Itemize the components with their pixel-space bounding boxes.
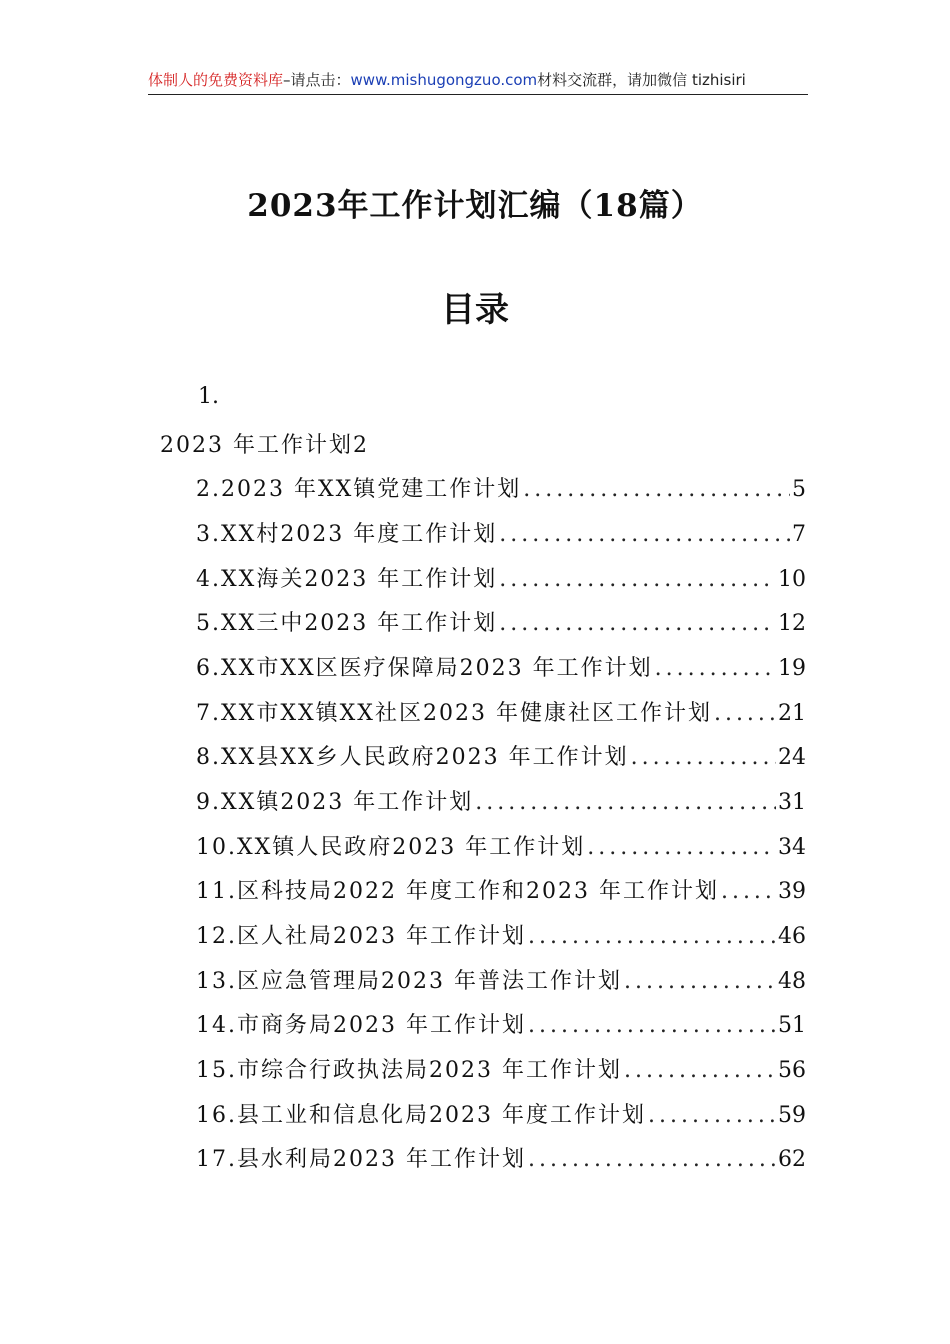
- toc-leader: [585, 835, 776, 860]
- toc-leader: [526, 1147, 776, 1172]
- toc-entry-page: 21: [778, 701, 806, 726]
- toc-entry[interactable]: [196, 651, 806, 683]
- toc-entry-page: 5: [792, 477, 806, 502]
- toc-entry-label: 4.XX海关2023 年工作计划: [196, 567, 498, 592]
- header-brand: 体制人的免费资料库: [148, 71, 284, 89]
- toc-heading: 目录: [441, 290, 509, 330]
- toc-entry-label: 12.区人社局2023 年工作计划: [196, 924, 526, 949]
- toc-leader: [473, 790, 776, 815]
- toc-leader: [646, 1103, 776, 1128]
- toc-entry-label: 2.2023 年XX镇党建工作计划: [196, 477, 522, 502]
- toc-entry-page: 46: [778, 924, 806, 949]
- toc-entry-page: 10: [778, 567, 806, 592]
- header-link[interactable]: www.mishugongzuo.com: [350, 71, 538, 89]
- toc-entry[interactable]: [196, 1142, 806, 1174]
- toc-entry-page: 34: [778, 835, 806, 860]
- toc-leader: [622, 1058, 776, 1083]
- toc-leader: [497, 522, 790, 547]
- toc-entry[interactable]: [196, 919, 806, 951]
- toc-entry-page: 31: [778, 790, 806, 815]
- toc-entry-label: 15.市综合行政执法局2023 年工作计划: [196, 1058, 622, 1083]
- toc-entry[interactable]: [196, 1098, 806, 1130]
- toc-entry-page: 62: [778, 1147, 806, 1172]
- toc-entry[interactable]: [196, 696, 806, 728]
- toc-entry[interactable]: [196, 964, 806, 996]
- toc-leader: [622, 969, 776, 994]
- toc-entry-1-text[interactable]: 2023 年工作计划2: [160, 433, 369, 458]
- toc-entry-page: 19: [778, 656, 806, 681]
- toc-leader: [526, 1013, 776, 1038]
- toc-entry-label: 14.市商务局2023 年工作计划: [196, 1013, 526, 1038]
- toc-leader: [526, 924, 776, 949]
- toc-entry-page: 12: [778, 611, 806, 636]
- toc-leader: [521, 477, 790, 502]
- toc-entry[interactable]: [196, 517, 806, 549]
- toc-entry[interactable]: [196, 830, 806, 862]
- toc-entry-label: 7.XX市XX镇XX社区2023 年健康社区工作计划: [196, 701, 712, 726]
- toc-entry-label: 5.XX三中2023 年工作计划: [196, 611, 498, 636]
- page-header: [148, 66, 808, 95]
- toc-entry-label: 9.XX镇2023 年工作计划: [196, 790, 474, 815]
- toc-leader: [712, 701, 776, 726]
- toc-leader: [653, 656, 776, 681]
- toc-entry-page: 39: [778, 879, 806, 904]
- toc-entry[interactable]: [196, 1053, 806, 1085]
- toc-entry-label: 13.区应急管理局2023 年普法工作计划: [196, 969, 622, 994]
- toc-entry[interactable]: [196, 562, 806, 594]
- toc-entry[interactable]: [196, 1008, 806, 1040]
- toc-entry-label: 17.县水利局2023 年工作计划: [196, 1147, 526, 1172]
- toc-entry-label: 11.区科技局2022 年度工作和2023 年工作计划: [196, 879, 719, 904]
- toc-entry-page: 51: [778, 1013, 806, 1038]
- toc-entry-label: 3.XX村2023 年度工作计划: [196, 522, 498, 547]
- toc-entry-page: 59: [778, 1103, 806, 1128]
- toc-entry-label: 10.XX镇人民政府2023 年工作计划: [196, 835, 586, 860]
- toc-leader: [629, 745, 776, 770]
- toc-leader: [497, 611, 776, 636]
- toc-leader: [719, 879, 776, 904]
- toc-entry-label: 6.XX市XX区医疗保障局2023 年工作计划: [196, 656, 653, 681]
- toc-entry[interactable]: [196, 606, 806, 638]
- toc-entry-page: 7: [792, 522, 806, 547]
- header-contact: 材料交流群，请加微信 tizhisiri: [537, 71, 746, 89]
- toc-entry[interactable]: [196, 472, 806, 504]
- toc-entry-page: 48: [778, 969, 806, 994]
- toc-entry-label: 8.XX县XX乡人民政府2023 年工作计划: [196, 745, 629, 770]
- toc-entry[interactable]: [196, 740, 806, 772]
- header-prompt: –请点击：: [283, 71, 351, 89]
- toc-entry[interactable]: [196, 785, 806, 817]
- toc-entry-1-number[interactable]: 1.: [198, 384, 219, 409]
- toc-leader: [497, 567, 776, 592]
- toc-entry-page: 56: [778, 1058, 806, 1083]
- toc-entry-label: 16.县工业和信息化局2023 年度工作计划: [196, 1103, 646, 1128]
- toc-entry[interactable]: [196, 874, 806, 906]
- document-title: 2023年工作计划汇编（18篇）: [247, 188, 703, 224]
- toc-entry-page: 24: [778, 745, 806, 770]
